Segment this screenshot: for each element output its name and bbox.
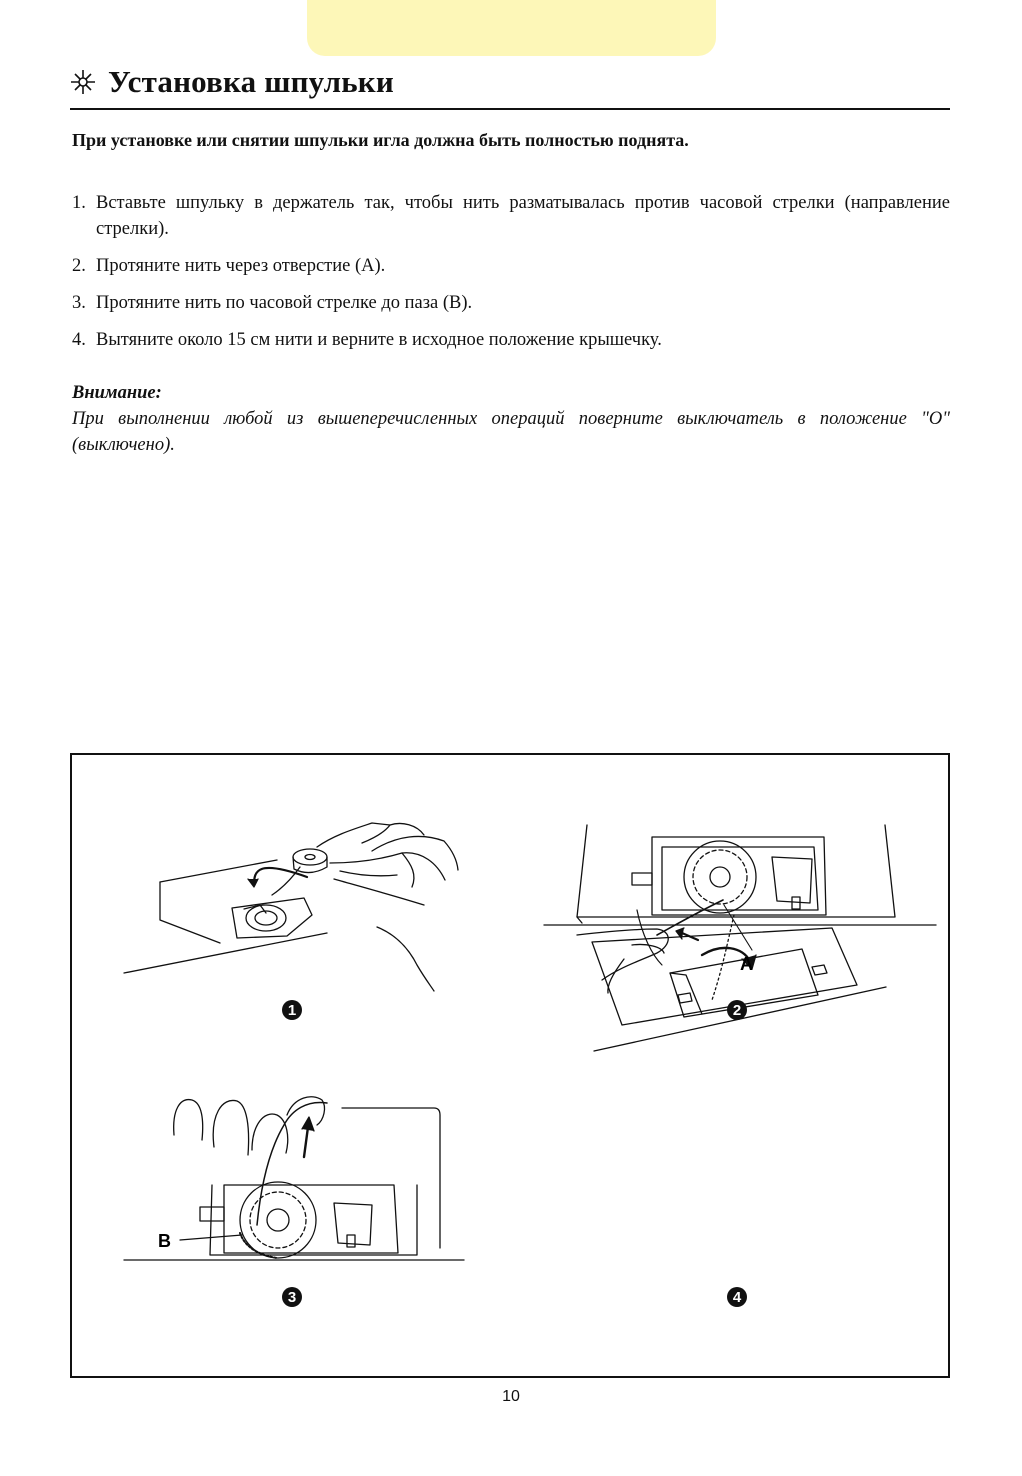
bobbin-illustrations [72,755,948,1376]
label-a: A [740,954,753,974]
note-body: При выполнении любой из вышеперечисленных операций поверните выключатель в положение "O" (выключено). [72,409,950,455]
instruction-steps [72,190,950,364]
sparkle-icon [70,69,96,95]
figure-1-insert-bobbin [124,823,458,991]
badge-number: 4 [732,1289,742,1306]
note-title: Внимание: [72,383,162,403]
step-item [72,253,950,279]
step-text: Протяните нить по часовой стрелке до паза (B). [96,293,473,313]
badge-number: 2 [732,1002,742,1019]
step-text: Вытяните около 15 см нити и верните в исходное положение крышечку. [96,330,662,350]
label-b: B [158,1231,171,1251]
page-title: Установка шпульки [108,64,394,99]
figure-badge-1 [282,1000,302,1020]
figure-badge-3 [282,1287,302,1307]
title-divider [70,108,950,110]
step-number: 4. [72,330,86,350]
step-text: Вставьте шпульку в держатель так, чтобы нить разматывалась против часовой стрелки (направление стрелки). [96,193,950,239]
attention-note [72,380,950,458]
step-text: Протяните нить через отверстие (A). [96,256,386,276]
figure-badge-4 [727,1287,747,1307]
illustration-panel [70,753,950,1378]
needle-warning: При установке или снятии шпульки игла должна быть полностью поднята. [72,130,689,150]
section-title [70,64,950,100]
page-number: 10 [502,1388,520,1405]
header-tab [307,0,716,56]
step-item [72,327,950,353]
badge-number: 3 [287,1289,297,1306]
step-number: 1. [72,193,86,213]
step-item [72,190,950,242]
step-item [72,290,950,316]
step-number: 3. [72,293,86,313]
badge-number: 1 [287,1002,297,1019]
step-number: 2. [72,256,86,276]
figure-3-thread-into-slot [124,1097,464,1260]
figure-4-close-cover [592,910,886,1051]
figure-badge-2 [727,1000,747,1020]
